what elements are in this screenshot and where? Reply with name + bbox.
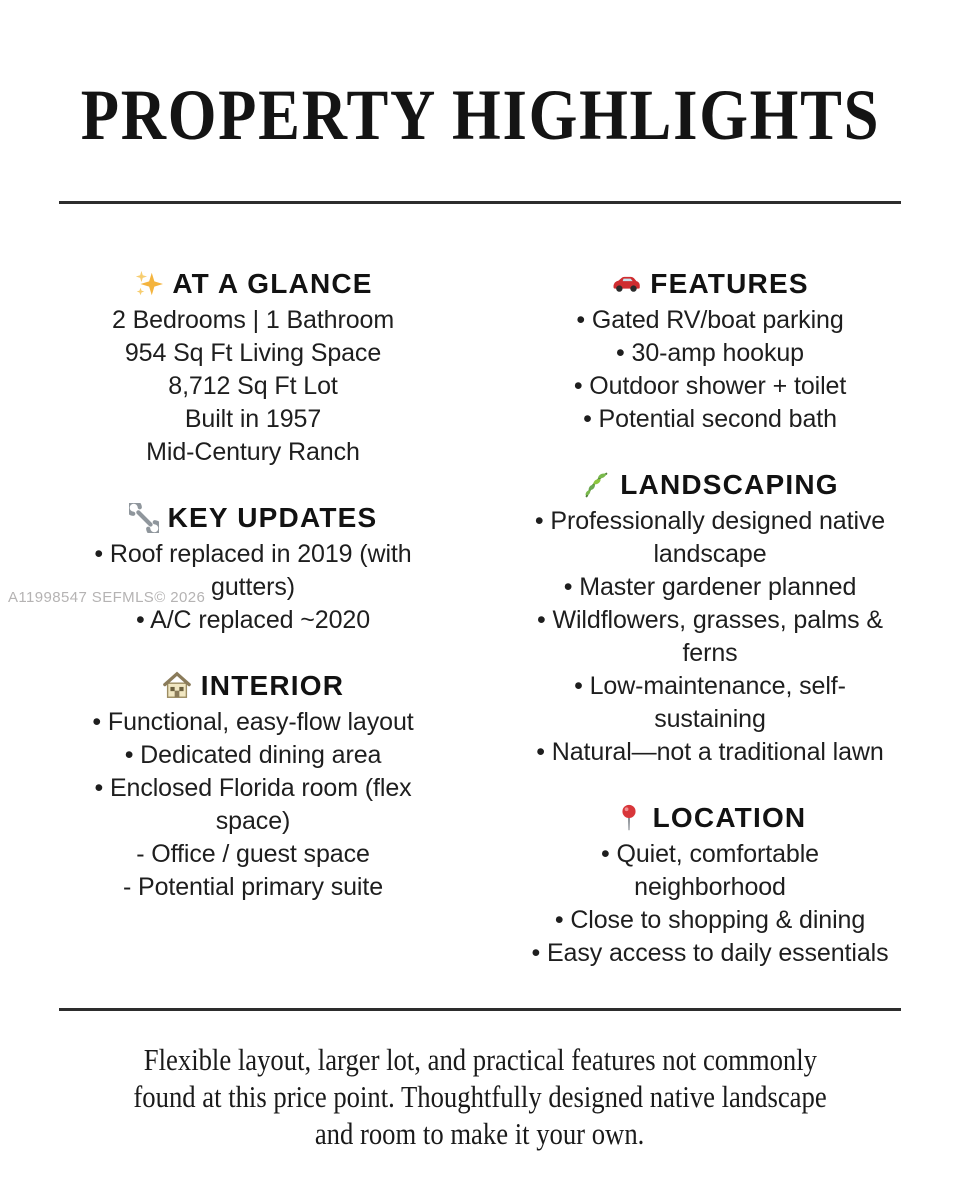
right-column: [498, 264, 922, 970]
detail-line: neighborhood: [634, 873, 786, 901]
detail-line: • Gated RV/boat parking: [576, 306, 844, 334]
section-landscaping: [498, 465, 922, 769]
wrench-icon: [129, 503, 159, 533]
detail-line: 2 Bedrooms | 1 Bathroom: [111, 306, 395, 334]
footer-line: found at this price point. Thoughtfully designed native landscape: [133, 1079, 827, 1114]
section-heading-label: AT A GLANCE: [172, 268, 373, 299]
detail-line: Built in 1957: [184, 405, 322, 433]
section-location: [498, 798, 922, 970]
detail-line: • Quiet, comfortable: [601, 840, 819, 868]
herb-icon: [581, 470, 611, 500]
section-features: [498, 264, 922, 436]
footer-line: Flexible layout, larger lot, and practical features not commonly: [143, 1042, 817, 1077]
title-wrap: [0, 74, 960, 157]
section-key-updates: [44, 498, 462, 637]
detail-line: • Enclosed Florida room (flex: [94, 774, 412, 802]
section-heading-label: FEATURES: [650, 268, 809, 299]
detail-line: • Natural—not a traditional lawn: [536, 738, 884, 766]
location-heading: [498, 798, 922, 838]
detail-line: 8,712 Sq Ft Lot: [168, 372, 338, 400]
detail-line: • Potential second bath: [583, 405, 837, 433]
detail-line: - Potential primary suite: [122, 873, 384, 901]
detail-line: sustaining: [654, 705, 766, 733]
detail-line: ferns: [682, 639, 738, 667]
section-at-a-glance: [44, 264, 462, 469]
footer-line: and room to make it your own.: [315, 1116, 645, 1151]
at-a-glance-heading: [44, 264, 462, 304]
detail-line: landscape: [653, 540, 767, 568]
detail-line: • Close to shopping & dining: [554, 906, 866, 934]
mls-watermark: A11998547 SEFMLS© 2026: [8, 589, 206, 606]
page-title: PROPERTY HIGHLIGHTS: [80, 75, 880, 155]
detail-line: • Roof replaced in 2019 (with: [94, 540, 412, 568]
features-heading: [498, 264, 922, 304]
detail-line: • Wildflowers, grasses, palms &: [536, 606, 884, 634]
detail-line: • Master gardener planned: [563, 573, 857, 601]
sparkles-icon: [133, 269, 163, 299]
top-divider: [59, 201, 901, 204]
detail-line: • Outdoor shower + toilet: [573, 372, 847, 400]
detail-line: • Low-maintenance, self-: [574, 672, 846, 700]
detail-line: space): [215, 807, 291, 835]
section-heading-label: LANDSCAPING: [620, 469, 839, 500]
detail-line: • A/C replaced ~2020: [136, 606, 370, 634]
section-heading-label: LOCATION: [652, 802, 807, 833]
landscaping-heading: [498, 465, 922, 505]
detail-line: • 30-amp hookup: [616, 339, 804, 367]
section-heading-label: KEY UPDATES: [167, 502, 378, 533]
key-updates-heading: [44, 498, 462, 538]
detail-line: • Functional, easy-flow layout: [92, 708, 414, 736]
detail-line: • Professionally designed native: [534, 507, 886, 535]
bottom-divider: [59, 1008, 901, 1011]
detail-line: - Office / guest space: [136, 840, 370, 868]
detail-line: • Easy access to daily essentials: [531, 939, 889, 967]
section-interior: [44, 666, 462, 904]
detail-line: 954 Sq Ft Living Space: [124, 339, 382, 367]
interior-heading: [44, 666, 462, 706]
detail-line: Mid-Century Ranch: [146, 438, 360, 466]
house-icon: [162, 671, 192, 701]
left-column: [44, 264, 462, 904]
detail-line: gutters): [211, 573, 295, 601]
car-icon: [611, 269, 641, 299]
section-heading-label: INTERIOR: [200, 670, 345, 701]
pin-icon: [614, 803, 644, 833]
detail-line: • Dedicated dining area: [124, 741, 382, 769]
footer-blurb: [0, 1041, 960, 1152]
